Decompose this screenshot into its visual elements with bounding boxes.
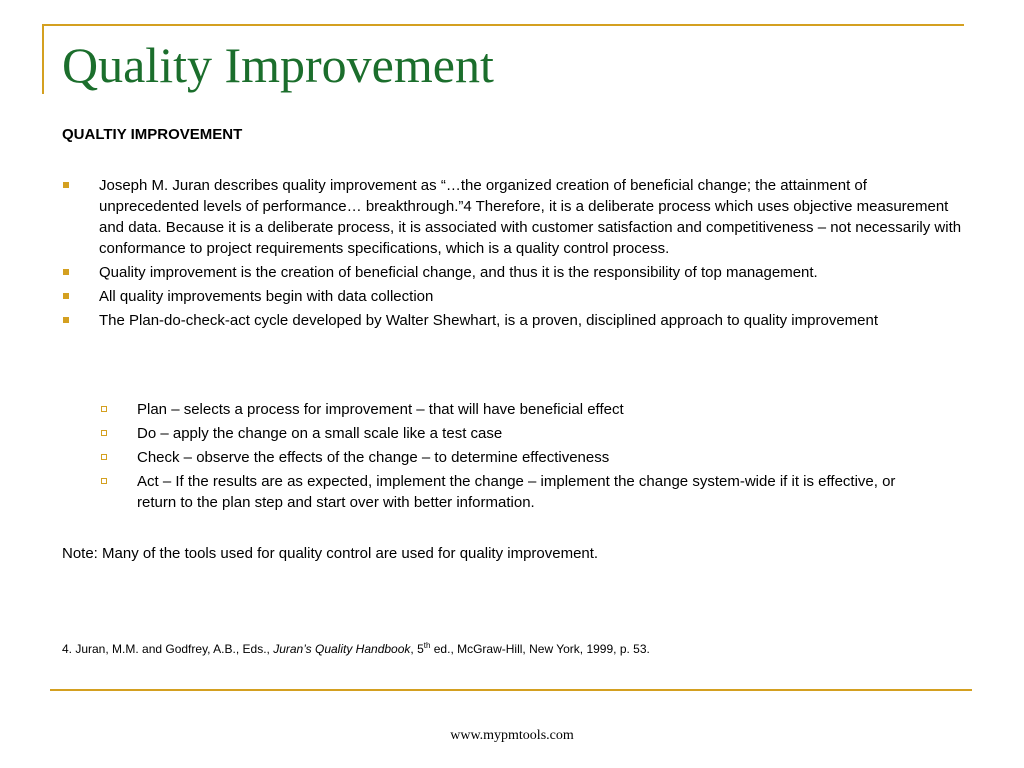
footnote-prefix: 4. Juran, M.M. and Godfrey, A.B., Eds., — [62, 642, 274, 656]
sub-bullet-item — [100, 399, 920, 420]
footnote-book-title: Juran’s Quality Handbook — [273, 642, 411, 656]
bullet-text: All quality improvements begin with data collection — [99, 288, 434, 305]
sub-bullet-text: Do – apply the change on a small scale like a test case — [137, 425, 503, 442]
sub-bullet-list — [100, 399, 920, 516]
footnote-suffix: ed., McGraw-Hill, New York, 1999, p. 53. — [430, 642, 650, 656]
square-bullet-icon — [63, 182, 69, 188]
bullet-list — [62, 175, 962, 334]
sub-bullet-item — [100, 471, 920, 513]
hollow-square-bullet-icon — [101, 478, 107, 484]
sub-bullet-item — [100, 447, 920, 468]
bullet-item — [62, 286, 962, 307]
sub-bullet-text: Check – observe the effects of the change – to determine effectiveness — [137, 449, 610, 466]
note-text: Note: Many of the tools used for quality control are used for quality improvement. — [62, 545, 599, 562]
bullet-item — [62, 262, 962, 283]
hollow-square-bullet-icon — [101, 430, 107, 436]
bullet-text: Joseph M. Juran describes quality improvement as “…the organized creation of beneficial change; the attainment of unprecedented levels of performance… breakthrough.”4 Therefore, it is a deliberate process which uses objective measurement and data. Because it is a deliberate process, it is associated with customer satisfaction and competitiveness – not necessarily with conformance to project requirements specifications, which is a quality control process. — [99, 177, 962, 257]
square-bullet-icon — [63, 269, 69, 275]
sub-bullet-text: Plan – selects a process for improvement – that will have beneficial effect — [137, 401, 624, 418]
bottom-border-line — [50, 689, 972, 691]
bullet-item — [62, 310, 962, 331]
footnote-edition-superscript: th — [423, 641, 431, 650]
square-bullet-icon — [63, 317, 69, 323]
left-border-line — [42, 24, 44, 94]
bullet-item — [62, 175, 962, 259]
top-border-line — [42, 24, 964, 26]
footnote-edition-number: , 5 — [410, 642, 424, 656]
bullet-text: The Plan-do-check-act cycle developed by Walter Shewhart, is a proven, disciplined approach to quality improvement — [99, 312, 879, 329]
hollow-square-bullet-icon — [101, 406, 107, 412]
sub-bullet-item — [100, 423, 920, 444]
slide-title: Quality Improvement — [62, 37, 494, 93]
bullet-text: Quality improvement is the creation of beneficial change, and thus it is the responsibility of top management. — [99, 264, 818, 281]
footnote-citation — [62, 641, 650, 657]
sub-bullet-text: Act – If the results are as expected, implement the change – implement the change system-wide if it is effective, or return to the plan step and start over with better information. — [137, 473, 896, 511]
square-bullet-icon — [63, 293, 69, 299]
hollow-square-bullet-icon — [101, 454, 107, 460]
slide-subtitle: QUALTIY IMPROVEMENT — [62, 126, 243, 143]
footer-url: www.mypmtools.com — [450, 728, 574, 743]
